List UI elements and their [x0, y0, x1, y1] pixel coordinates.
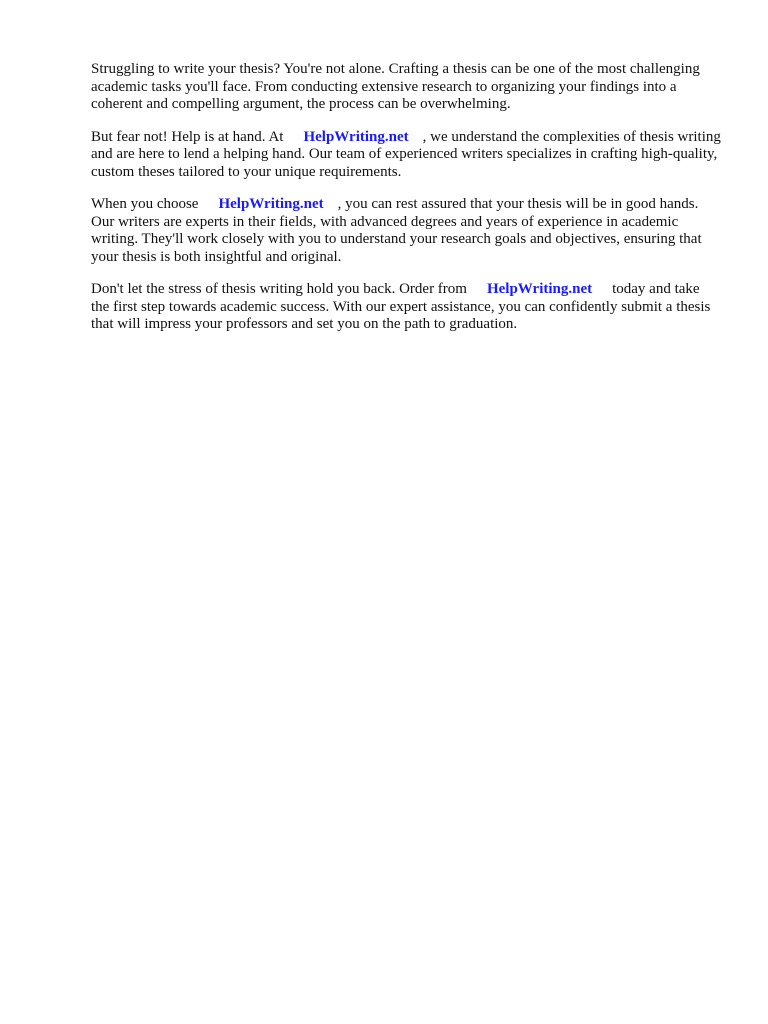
paragraph-intro: [91, 61, 721, 114]
paragraph-order: [91, 281, 721, 334]
paragraph-text-before: Don't let the stress of thesis writing hold you back. Order from: [91, 281, 467, 297]
helpwriting-link[interactable]: HelpWriting.net: [218, 196, 324, 212]
paragraph-choose: [91, 196, 721, 266]
paragraph-text-after: , we understand the complexities of thesis writing and are here to lend a helping hand. Our team of experienced writers specializes in crafting high-quality, custom theses tailored to your unique requirements.: [91, 128, 721, 180]
helpwriting-link[interactable]: HelpWriting.net: [486, 281, 593, 297]
paragraph-text-before: When you choose: [91, 196, 199, 212]
paragraph-text-after: , you can rest assured that your thesis will be in good hands. Our writers are experts in their fields, with advanced degrees and years of experience in academic writing. They'll work closely with you to understand your research goals and objectives, ensuring that your thesis is both insightful and original.: [91, 196, 702, 265]
paragraph-text-after: today and take the first step towards academic success. With our expert assistance, you can confidently submit a thesis that will impress your professors and set you on the path to graduation.: [91, 281, 711, 332]
helpwriting-link[interactable]: HelpWriting.net: [303, 128, 409, 145]
paragraph-help: [91, 129, 721, 182]
paragraph-text-before: But fear not! Help is at hand. At: [91, 128, 284, 145]
paragraph-text: Struggling to write your thesis? You're not alone. Crafting a thesis can be one of the most challenging academic tasks you'll face. From conducting extensive research to organizing your findings into a coherent and compelling argument, the process can be overwhelming.: [91, 61, 700, 112]
document-body: [91, 61, 721, 349]
